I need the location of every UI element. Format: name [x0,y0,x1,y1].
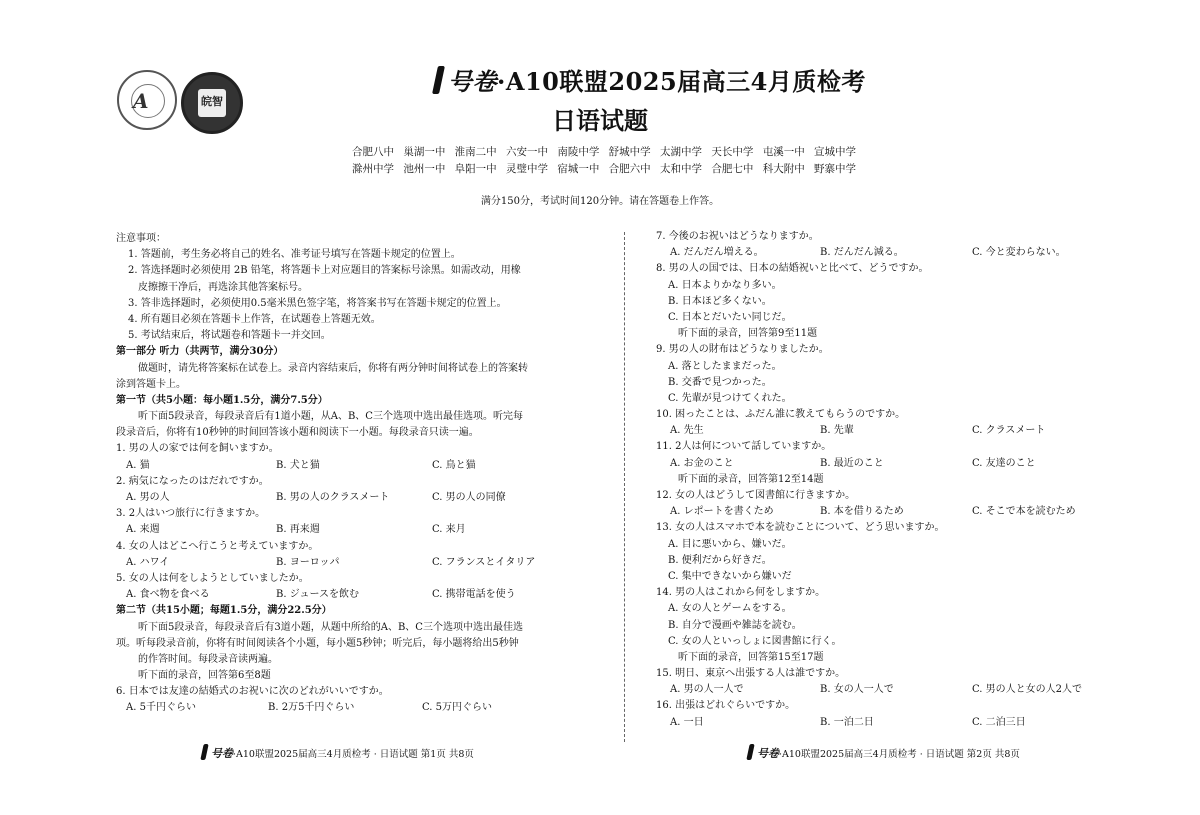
listen-instruction: 听下面的录音，回答第12至14题 [678,473,824,485]
question-10: 10. 困ったことは、ふだん誰に教えてもらうのですか。 [656,409,906,421]
footer-text: ·A10联盟2025届高三4月质检考 · 日语试题 第2页 共8页 [779,749,1020,760]
notice-item: 4. 所有题目必须在答题卡上作答，在试题卷上答题无效。 [128,313,381,325]
option-b: B. ジュースを飲む [276,589,360,601]
options-1 [116,458,616,474]
schools-row-1: 合肥八中 巢湖一中 淮南二中 六安一中 南陵中学 舒城中学 太湖中学 天长中学 屯溪一中 宣城中学 [352,146,857,158]
exam-subject: 日语试题 [552,106,648,135]
option-a: A. 目に悪いから、嫌いだ。 [668,538,792,550]
question-3: 3. 2人はいつ旅行に行きますか。 [116,508,266,520]
option-a: A. 来週 [126,524,160,536]
notice-item: 皮擦擦干净后，再选涂其他答案标号。 [138,281,308,293]
question-8: 8. 男の人の国では、日本の結婚祝いと比べて、どうですか。 [656,263,929,275]
option-c: C. 5万円ぐらい [422,702,493,714]
section1-desc: 听下面5段录音，每段录音后有1道小题，从A、B、C三个选项中选出最佳选项。听完每 [138,411,523,423]
option-c: C. 今と変わらない。 [972,247,1066,259]
brand-bar-icon [200,744,208,760]
option-b: B. 交番で見つかった。 [668,376,772,388]
option-c: C. 二泊三日 [972,716,1026,728]
option-a: A. お金のこと [670,457,734,469]
question-6: 6. 日本では友達の結婚式のお祝いに次のどれがいいですか。 [116,686,389,698]
question-15: 15. 明日、東京へ出張する人は誰ですか。 [656,668,846,680]
options-2 [116,490,616,506]
question-13: 13. 女の人はスマホで本を読むことについて、どう思いますか。 [656,522,945,534]
option-a: A. ハワイ [126,556,170,568]
option-b: B. 一泊二日 [820,716,874,728]
option-c: C. そこで本を読むため [972,506,1076,518]
option-b: B. 女の人一人で [820,684,894,696]
listen-instruction: 听下面的录音，回答第9至11题 [678,328,818,340]
left-column [116,231,616,717]
part1-desc: 涂到答题卡上。 [116,378,186,390]
question-4: 4. 女の人はどこへ行こうと考えていますか。 [116,540,319,552]
page-footer-2 [748,744,1020,761]
brand-bar-icon [746,744,754,760]
listen-instruction: 听下面的录音，回答第15至17题 [678,651,824,663]
options-4 [116,555,616,571]
notice-item: 1. 答题前，考生务必将自己的姓名、准考证号填写在答题卡规定的位置上。 [128,249,461,261]
question-5: 5. 女の人は何をしようとしていましたか。 [116,572,309,584]
notice-item: 2. 答选择题时必须使用 2B 铅笔，将答题卡上对应题目的答案标号涂黑。如需改动，用橡 [128,265,521,277]
option-b: B. 便利だから好きだ。 [668,554,772,566]
options-16 [656,715,1096,731]
option-c: C. 集中できないから嫌いだ [668,570,792,582]
options-6 [116,700,616,716]
question-7: 7. 今後のお祝いはどうなりますか。 [656,231,819,242]
option-a: A. 先生 [670,425,704,437]
section2-desc: 项。听每段录音前，你将有时间阅读各个小题，每小题5秒钟；听完后，每小题将给出5秒钟 [116,637,519,649]
option-c: C. 友達のこと [972,457,1036,469]
option-b: B. 2万5千円ぐらい [268,702,355,714]
option-b: B. 男の人のクラスメート [276,492,390,503]
option-b: B. 最近のこと [820,457,884,469]
brand-bar-icon [432,66,445,94]
option-a: A. 猫 [126,459,150,471]
section2-desc: 的作答时间。每段录音读两遍。 [138,653,278,665]
option-c: C. 女の人といっしょに図書館に行く。 [668,635,842,647]
option-a: A. 5千円ぐらい [126,702,196,714]
question-11: 11. 2人は何について話していますか。 [656,441,832,453]
brand-name: 号卷 [448,67,497,96]
option-b: B. 本を借りるため [820,506,904,518]
options-12 [656,504,1096,520]
option-a: A. だんだん増える。 [670,247,764,259]
option-c: C. フランスとイタリア [432,556,536,568]
option-c: C. 鳥と猫 [432,459,476,471]
section2-title: 第二节（共15小题；每题1.5分，满分22.5分） [116,605,332,617]
question-9: 9. 男の人の財布はどうなりましたか。 [656,344,829,356]
option-b: B. 犬と猫 [276,459,320,471]
options-10 [656,423,1096,439]
option-a: A. 食べ物を食べる [126,589,210,601]
part1-desc: 做题时，请先将答案标在试卷上。录音内容结束后，你将有两分钟时间将试卷上的答案转 [138,362,528,374]
question-1: 1. 男の人の家では何を飼いますか。 [116,443,279,455]
option-a: A. レポートを書くため [670,506,774,518]
option-a: A. 男の人一人で [670,684,744,696]
score-line: 满分150分，考试时间120分钟。请在答题卷上作答。 [480,196,720,207]
options-11 [656,456,1096,472]
option-c: C. 来月 [432,524,466,536]
question-14: 14. 男の人はこれから何をしますか。 [656,587,826,599]
option-c: C. 男の人の同僚 [432,492,506,503]
question-12: 12. 女の人はどうして図書館に行きますか。 [656,490,856,501]
option-c: C. 携帯電話を使う [432,589,516,601]
option-b: B. ヨーロッパ [276,556,340,568]
section2-desc: 听下面5段录音，每段录音后有3道小题，从题中所给的A、B、C三个选项中选出最佳选 [138,621,523,633]
listen-instruction: 听下面的录音，回答第6至8题 [138,670,271,682]
option-a: A. 男の人 [126,492,170,503]
page-footer-1 [202,744,474,761]
right-column [656,229,1096,731]
footer-brand: 号卷 [211,747,233,760]
option-c: C. 日本とだいたい同じだ。 [668,311,792,323]
options-3 [116,522,616,538]
exam-title-text: ·A10联盟2025届高三4月质检考 [497,67,866,96]
notice-item: 3. 答非选择题时，必须使用0.5毫米黑色签字笔，将答案书写在答题卡规定的位置上。 [128,297,507,309]
question-2: 2. 病気になったのはだれですか。 [116,475,269,487]
exam-title [435,62,866,97]
option-b: B. 日本ほど多くない。 [668,295,772,307]
column-divider [624,232,626,742]
option-a: A. 落としたままだった。 [668,360,782,372]
option-a: A. 女の人とゲームをする。 [668,603,792,615]
option-b: B. 自分で漫画や雑誌を読む。 [668,619,802,631]
footer-text: ·A10联盟2025届高三4月质检考 · 日语试题 第1页 共8页 [233,749,474,760]
notice-item: 5. 考试结束后，将试题卷和答题卡一并交回。 [128,330,331,342]
league-emblem-mark: A [133,89,149,113]
option-a: A. 日本よりかなり多い。 [668,279,782,291]
section1-desc: 段录音后，你将有10秒钟的时间回答该小题和阅读下一小题。每段录音只读一遍。 [116,427,479,439]
option-a: A. 一日 [670,716,704,728]
options-15 [656,682,1096,698]
notice-title: 注意事项： [116,233,166,244]
footer-brand: 号卷 [757,747,779,760]
schools-row-2: 滁州中学 池州一中 阜阳一中 灵璧中学 宿城一中 合肥六中 太和中学 合肥七中 科大附中 野寨中学 [352,163,857,175]
option-b: B. 再来週 [276,524,320,536]
options-5 [116,587,616,603]
section1-title: 第一节（共5小题：每小题1.5分，满分7.5分） [116,394,328,406]
option-c: C. 男の人と女の人2人で [972,684,1083,696]
option-b: B. 先輩 [820,425,854,437]
options-7 [656,245,1096,261]
question-16: 16. 出張はどれぐらいですか。 [656,700,796,712]
option-c: C. 先輩が見つけてくれた。 [668,392,792,404]
option-c: C. クラスメート [972,425,1046,437]
option-b: B. だんだん減る。 [820,247,904,259]
part1-title: 第一部分 听力（共两节，满分30分） [116,346,284,358]
wanzhi-logo-mark: 皖智 [201,95,223,108]
